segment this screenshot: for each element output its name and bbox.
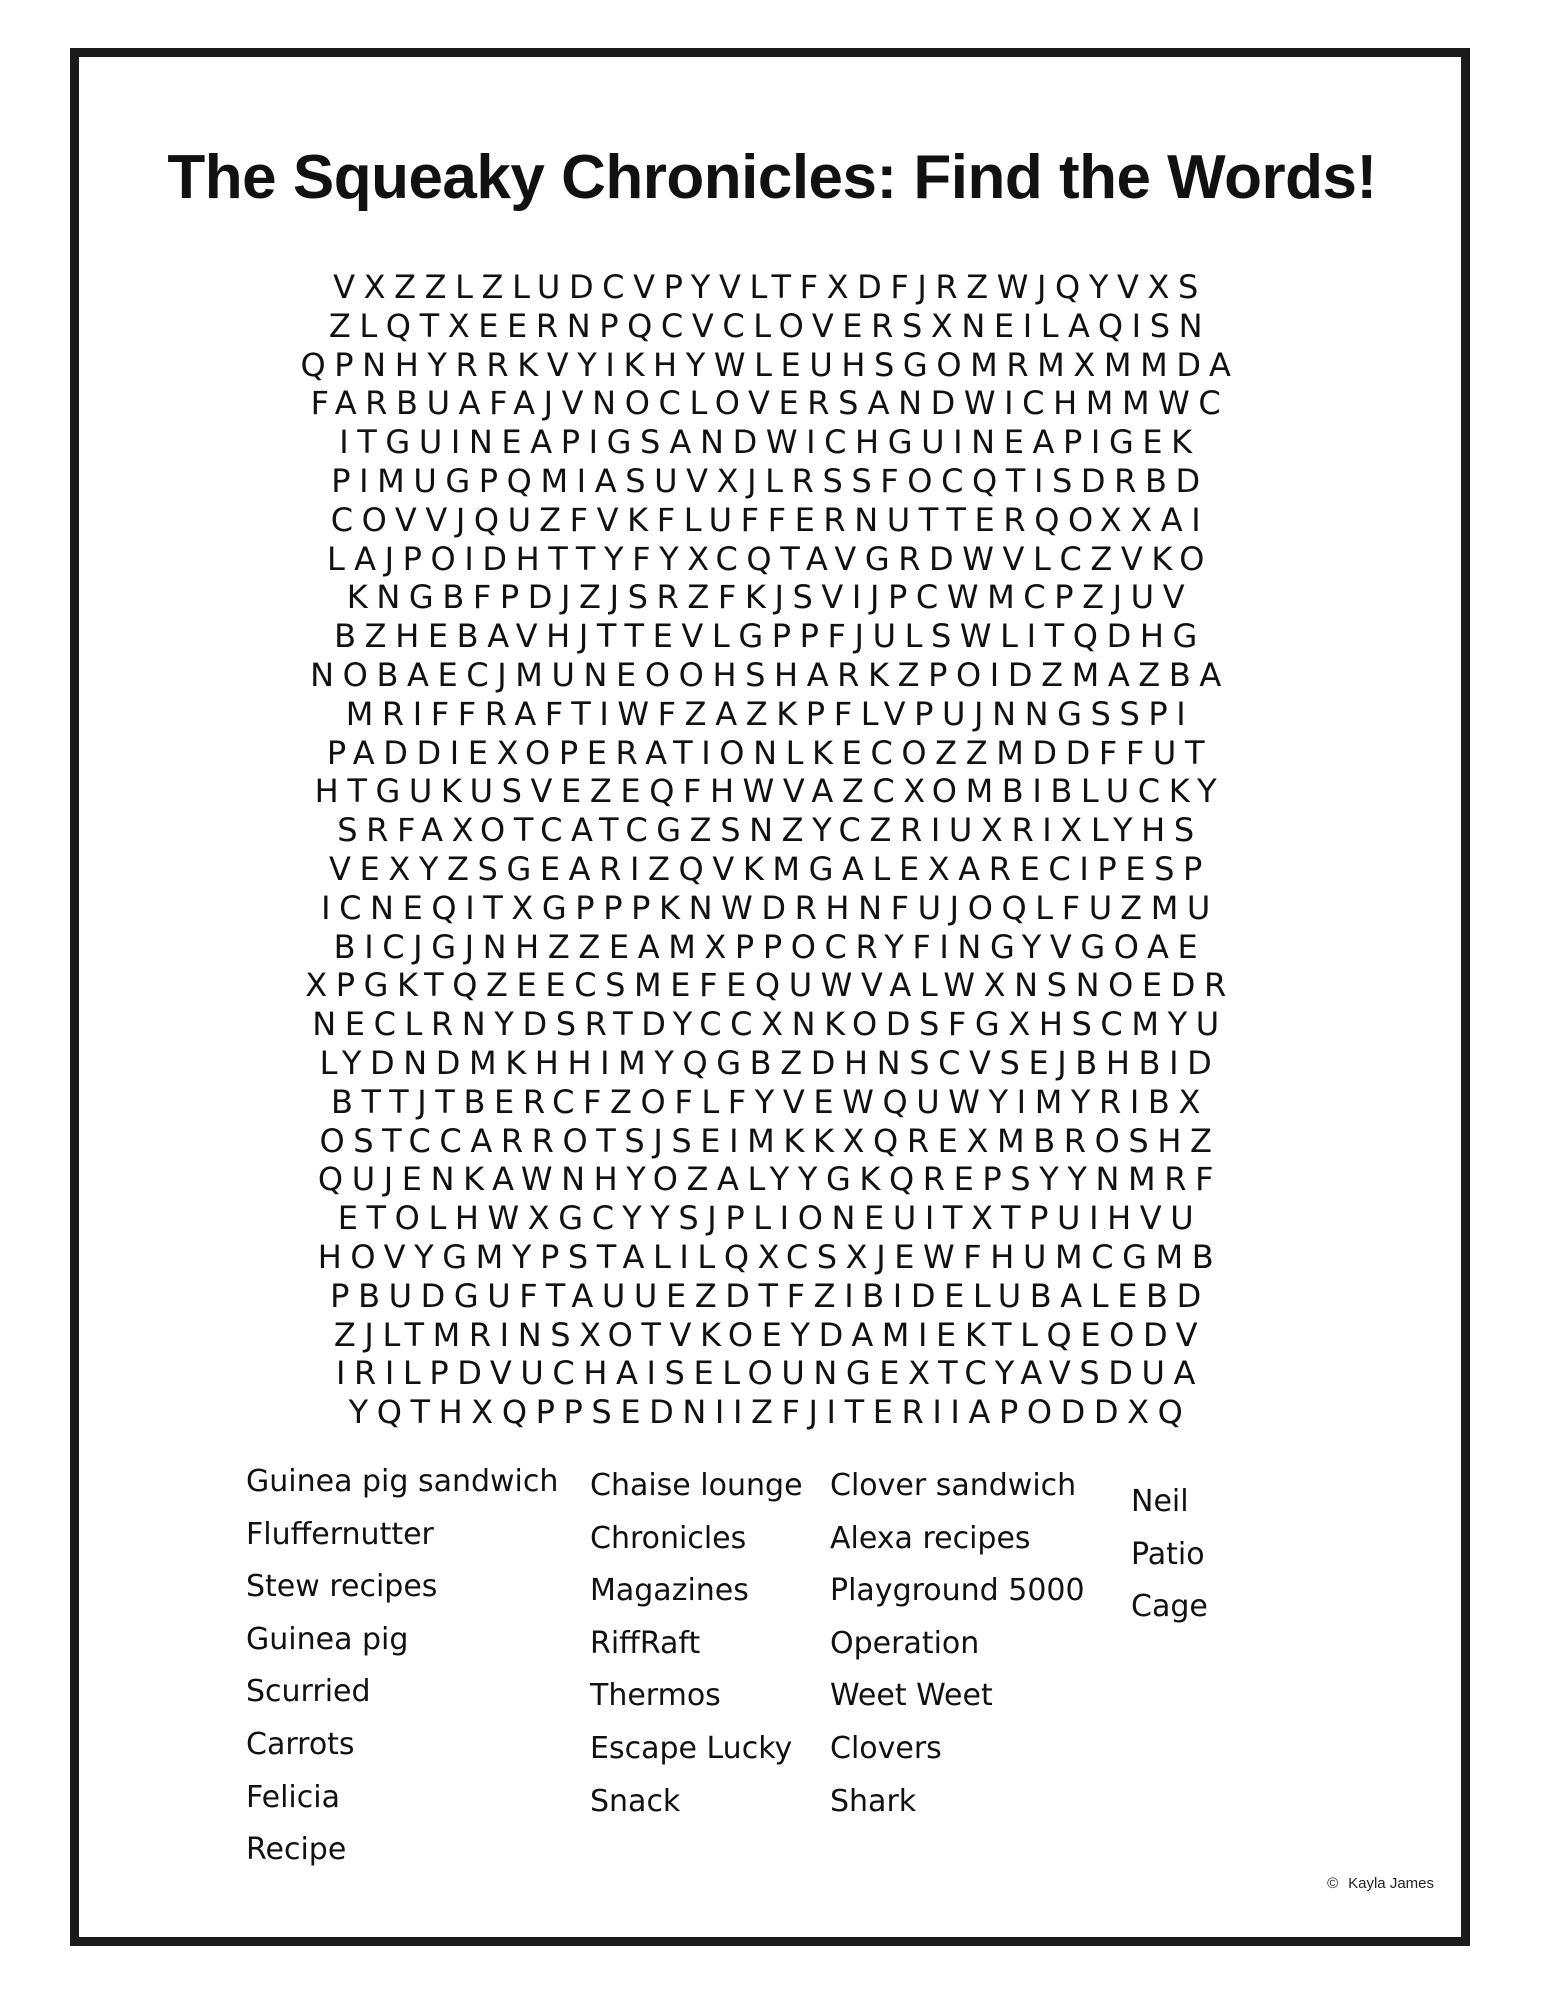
grid-row: HOVYGMYPSTALILQXCSXJEWFHUMCGMB xyxy=(317,1237,1223,1276)
grid-row: QUJENKAWNHYOZALYYGKQREPSYYNMRF xyxy=(317,1160,1223,1199)
grid-row: ZLQTXEERNPQCVCLOVERSXNEILAQISN xyxy=(328,306,1212,345)
word-list-column-2 xyxy=(590,1460,803,1828)
grid-row: COVVJQUZFVKFLUFFERNUTTERQOXXAI xyxy=(330,500,1210,539)
grid-row: LAJPOIDHTTYFYXCQTAVGRDWVLCZVKO xyxy=(326,539,1214,578)
word-list-item: Playground 5000 xyxy=(830,1573,1085,1609)
word-list-item: Carrots xyxy=(246,1726,355,1762)
grid-row: PADDIEXOPERATIONLKECOZZMDDFFUT xyxy=(326,733,1214,772)
grid-row: FARBUAFAJVNOCLOVERSANDWICHMMWC xyxy=(310,384,1230,423)
word-list-item: Guinea pig xyxy=(246,1621,409,1657)
grid-row: ICNEQITXGPPPKNWDRHNFUJOQLFUZMU xyxy=(321,888,1219,927)
grid-row: ITGUINEAPIGSANDWICHGUINEAPIGEK xyxy=(339,423,1201,462)
grid-row: BZHEBAVHJTTEVLGPPFJULSWLITQDHG xyxy=(334,617,1206,656)
grid-row: LYDNDMKHHIMYQGBZDHNSCVSEJBHBID xyxy=(319,1043,1221,1082)
word-list-item: Cage xyxy=(1131,1589,1208,1625)
grid-row: QPNHYRRKVYIKHYWLEUHSGOMRMXMMDA xyxy=(300,345,1240,384)
word-list-column-4 xyxy=(1131,1476,1208,1634)
word-list-column-1 xyxy=(246,1456,558,1877)
grid-row: NECLRNYDSRTDYCCXNKODSFGXHSCMYU xyxy=(312,1005,1228,1044)
grid-row: NOBAECJMUNEOOHSHARKZPOIDZMAZBA xyxy=(310,655,1230,694)
word-list-item: Snack xyxy=(590,1783,681,1819)
word-list-item: Felicia xyxy=(246,1779,340,1815)
word-list-item: Alexa recipes xyxy=(830,1520,1031,1556)
page-title: The Squeaky Chronicles: Find the Words! xyxy=(167,143,1377,212)
word-list-item: Thermos xyxy=(590,1678,721,1714)
word-list-item: Weet Weet xyxy=(830,1678,993,1714)
word-list-column-3 xyxy=(830,1460,1085,1828)
word-list-item: Magazines xyxy=(590,1573,749,1609)
word-list-item: Clovers xyxy=(830,1730,942,1766)
grid-row: HTGUKUSVEZEQFHWVAZCXOMBIBLUCKY xyxy=(314,772,1226,811)
grid-row: YQTHXQPPSEDNIIZFJITERIIAPODDXQ xyxy=(348,1393,1192,1432)
word-list-item: Scurried xyxy=(246,1674,371,1710)
word-list-item: Chaise lounge xyxy=(590,1468,803,1503)
word-list-item: Patio xyxy=(1131,1536,1205,1572)
copyright-notice xyxy=(1327,1875,1434,1892)
word-list-item: Escape Lucky xyxy=(590,1730,793,1766)
word-list-item: Chronicles xyxy=(590,1520,747,1556)
grid-row: IRILPDVUCHAISELOUNGEXTCYAVSDUA xyxy=(335,1354,1204,1393)
word-list-item: RiffRaft xyxy=(590,1625,701,1661)
grid-row: VEXYZSGEARIZQVKMGALEXARECIPESP xyxy=(329,849,1211,888)
grid-row: ZJLTMRINSXOTVKOEYDAMIEKTLQEODV xyxy=(333,1315,1207,1354)
grid-row: XPGKTQZEECSMEFEQUWVALWXNSNOEDR xyxy=(305,966,1235,1005)
letter-grid xyxy=(170,268,1370,1432)
word-list-item: Clover sandwich xyxy=(830,1468,1077,1503)
grid-row: PIMUGPQMIASUVXJLRSSFOCQTISDRBD xyxy=(331,461,1209,500)
grid-row: MRIFFRAFTIWFZAZKPFLVPUJNNGSSPI xyxy=(345,694,1195,733)
grid-row: OSTCCARROTSJSEIMKKXQREXMBROSHZ xyxy=(319,1121,1221,1160)
grid-row: ETOLHWXGCYYSJPLIONEUITXTPUIHVU xyxy=(337,1199,1203,1238)
grid-row: BICJGJNHZZEAMXPPOCRYFINGYVGOAE xyxy=(333,927,1207,966)
grid-row: BTTJTBERCFZOFLFYVEWQUWYIMYRIBX xyxy=(330,1082,1209,1121)
word-list-item: Shark xyxy=(830,1783,917,1819)
grid-row: SRFAXOTCATCGZSNZYCZRIUXRIXLYHS xyxy=(337,811,1203,850)
author-name: Kayla James xyxy=(1348,1875,1434,1892)
word-list-item: Guinea pig sandwich xyxy=(246,1464,559,1499)
word-list-item: Neil xyxy=(1131,1484,1189,1519)
word-list-item: Stew recipes xyxy=(246,1569,438,1605)
word-list-item: Fluffernutter xyxy=(246,1516,434,1552)
word-list-item: Operation xyxy=(830,1625,980,1661)
copyright-icon: © xyxy=(1327,1875,1339,1892)
grid-row: PBUDGUFTAUUEZDTFZIBIDELUBALEBD xyxy=(330,1276,1210,1315)
grid-row: KNGBFPDJZJSRZFKJSVIJPCWMCPZJUV xyxy=(346,578,1194,617)
word-list-item: Recipe xyxy=(246,1832,347,1868)
grid-row: VXZZLZLUDCVPYVLTFXDFJRZWJQYVXS xyxy=(333,268,1207,306)
